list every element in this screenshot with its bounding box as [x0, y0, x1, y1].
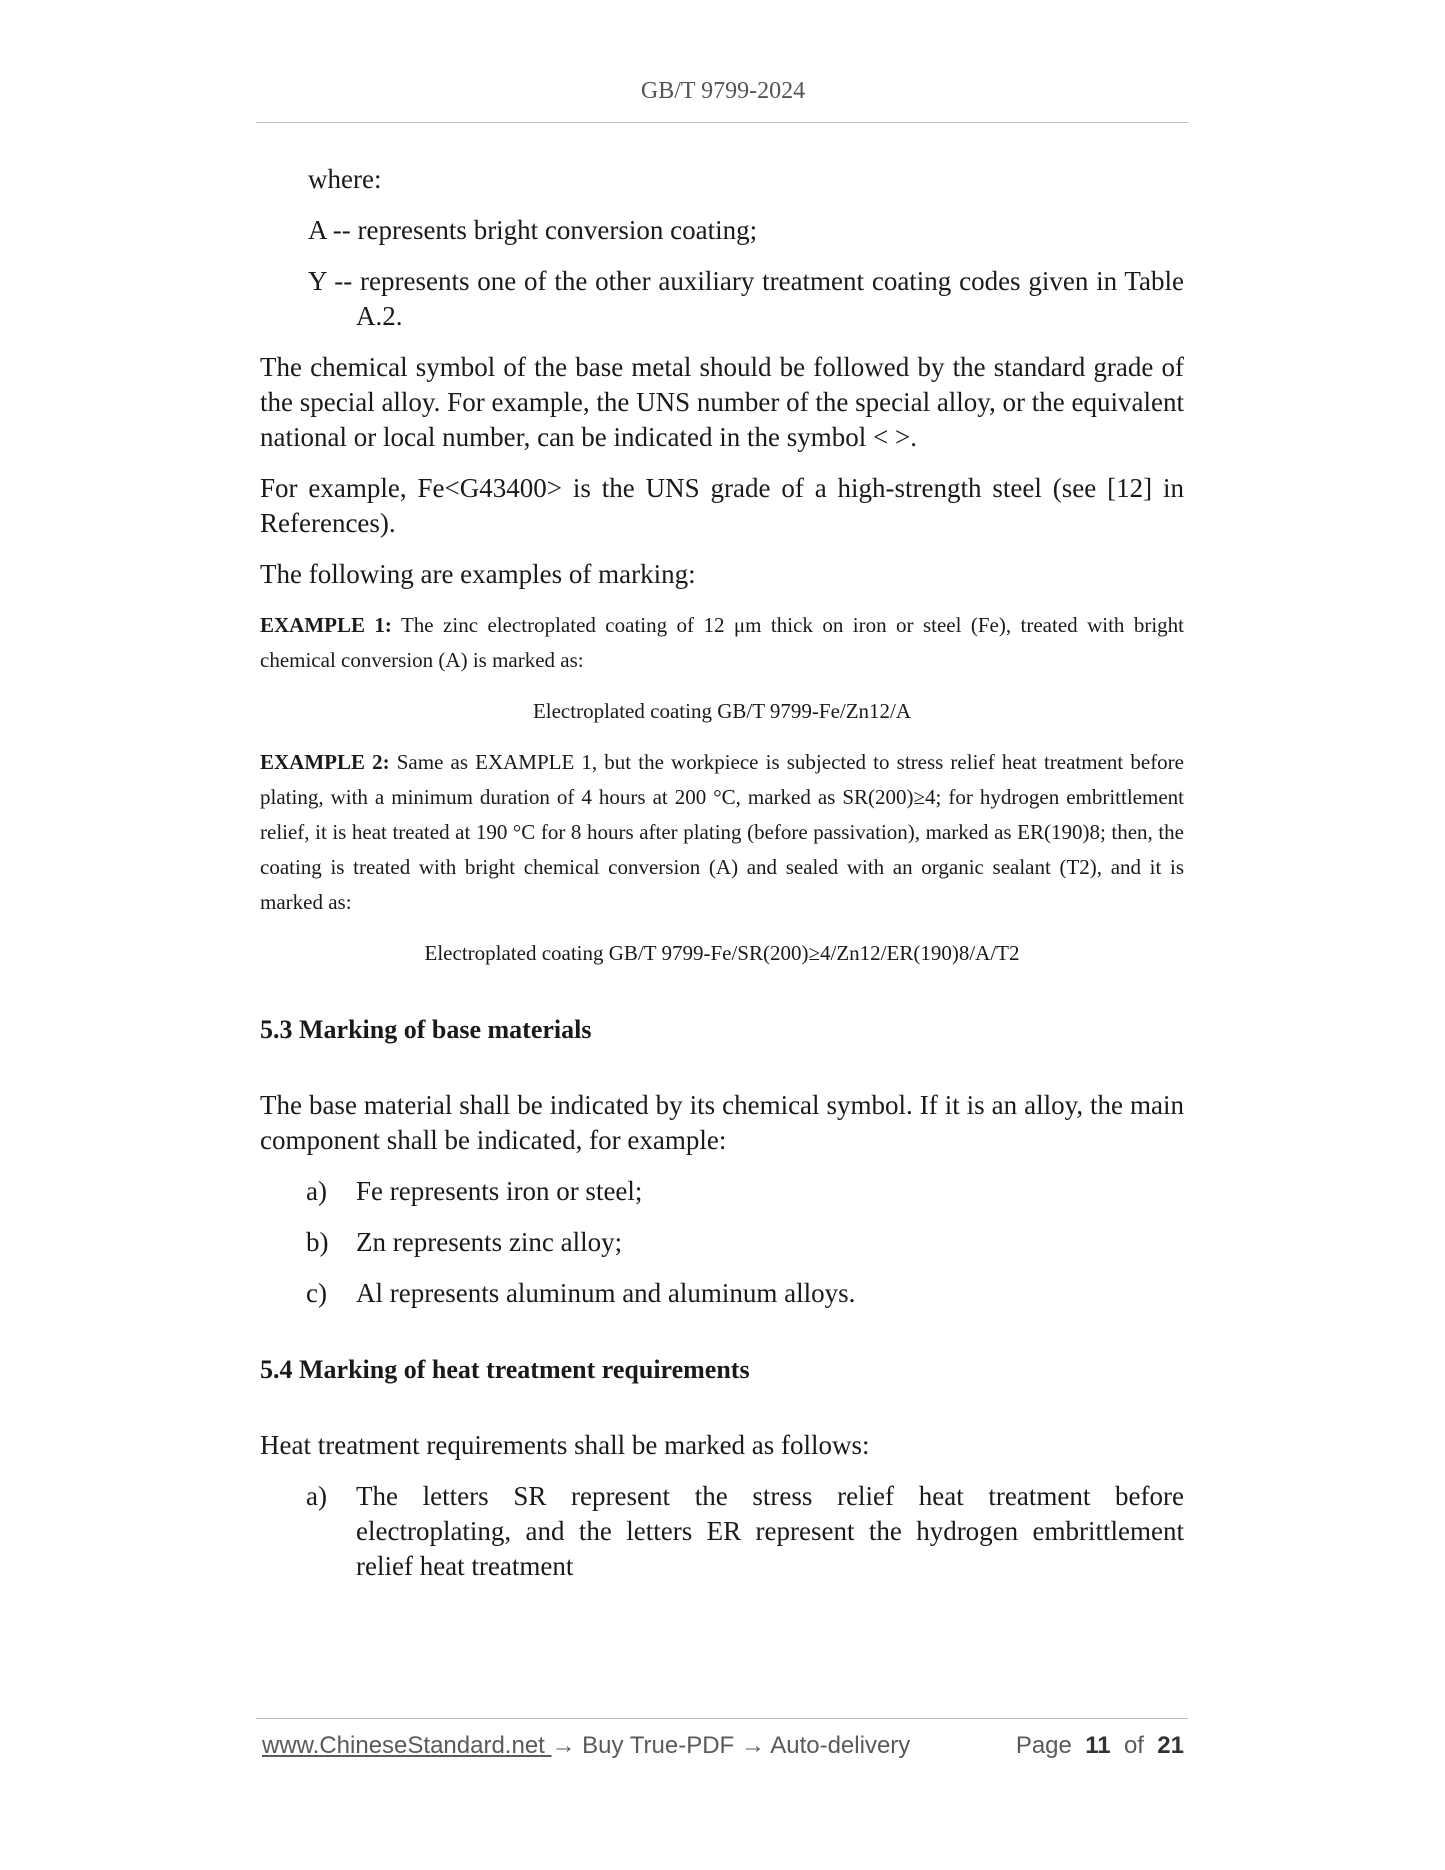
page-header: GB/T 9799-2024	[640, 78, 806, 104]
list-marker: b)	[306, 1227, 329, 1257]
list-marker: a)	[306, 1176, 327, 1206]
example-1-label: EXAMPLE 1:	[260, 613, 392, 637]
section-5-4-intro: Heat treatment requirements shall be marked as follows:	[260, 1430, 870, 1460]
example-2-marking: Electroplated coating GB/T 9799-Fe/SR(200)≥4/Zn12/ER(190)8/A/T2	[424, 941, 1020, 965]
arrow-right-icon: →	[740, 1732, 765, 1759]
paragraph-chemical-symbol: The chemical symbol of the base metal should be followed by the standard grade of the special alloy. For example, the UNS number of the special alloy, or the equivalent national or local number, can be indicated in the symbol < >.	[260, 352, 1184, 452]
page-footer	[262, 1732, 1184, 1760]
example-1-text: The zinc electroplated coating of 12 μm thick on iron or steel (Fe), treated with bright chemical conversion (A) is marked as:	[260, 613, 1184, 672]
footer-divider	[256, 1718, 1188, 1719]
list-text: Al represents aluminum and aluminum alloys.	[356, 1278, 856, 1308]
list-text: The letters SR represent the stress relief heat treatment before electroplating, and the letters ER represent the hydrogen embrittlement relief heat treatment	[356, 1481, 1184, 1581]
total-pages: 21	[1157, 1732, 1184, 1759]
where-label: where:	[308, 164, 382, 194]
example-2	[260, 745, 1184, 920]
list-item	[260, 1225, 1184, 1260]
chinesestandard-link[interactable]: www.ChineseStandard.net	[262, 1732, 552, 1759]
section-5-3-heading: 5.3 Marking of base materials	[260, 1015, 592, 1044]
header-divider	[256, 122, 1188, 123]
example-2-label: EXAMPLE 2:	[260, 750, 390, 774]
of-word: of	[1123, 1732, 1144, 1759]
list-text: Fe represents iron or steel;	[356, 1176, 643, 1206]
section-5-3-intro: The base material shall be indicated by its chemical symbol. If it is an alloy, the main component shall be indicated, for example:	[260, 1090, 1184, 1155]
list-item	[260, 1276, 1184, 1311]
auto-delivery-text: Auto-delivery	[764, 1732, 911, 1759]
section-5-4-heading: 5.4 Marking of heat treatment requirements	[260, 1355, 750, 1384]
paragraph-following: The following are examples of marking:	[260, 559, 696, 589]
list-marker: c)	[306, 1278, 327, 1308]
current-page: 11	[1085, 1732, 1111, 1759]
example-2-text: Same as EXAMPLE 1, but the workpiece is subjected to stress relief heat treatment before plating, with a minimum duration of 4 hours at 200 °C, marked as SR(200)≥4; for hydrogen embrittlement relief, it is heat treated at 190 °C for 8 hours after plating (before passivation), marked as ER(190)8; then, the coating is treated with bright chemical conversion (A) and sealed with an organic sealant (T2), and it is marked as:	[260, 750, 1184, 914]
example-1-marking: Electroplated coating GB/T 9799-Fe/Zn12/A	[532, 699, 912, 723]
page-indicator	[1016, 1732, 1184, 1760]
example-1	[260, 608, 1184, 678]
page-word: Page	[1015, 1732, 1072, 1759]
list-marker: a)	[306, 1481, 327, 1511]
buy-true-pdf-text: Buy True-PDF	[575, 1732, 741, 1759]
list-text: Zn represents zinc alloy;	[356, 1227, 623, 1257]
page-content	[260, 162, 1184, 1584]
list-item	[260, 1479, 1184, 1584]
definition-y: Y -- represents one of the other auxiliary treatment coating codes given in Table A.2.	[308, 266, 1184, 331]
list-item	[260, 1174, 1184, 1209]
paragraph-uns-example: For example, Fe<G43400> is the UNS grade of a high-strength steel (see [12] in References).	[260, 473, 1184, 538]
footer-links	[262, 1732, 910, 1760]
arrow-right-icon: →	[551, 1732, 576, 1759]
definition-a: A -- represents bright conversion coating;	[308, 215, 758, 245]
